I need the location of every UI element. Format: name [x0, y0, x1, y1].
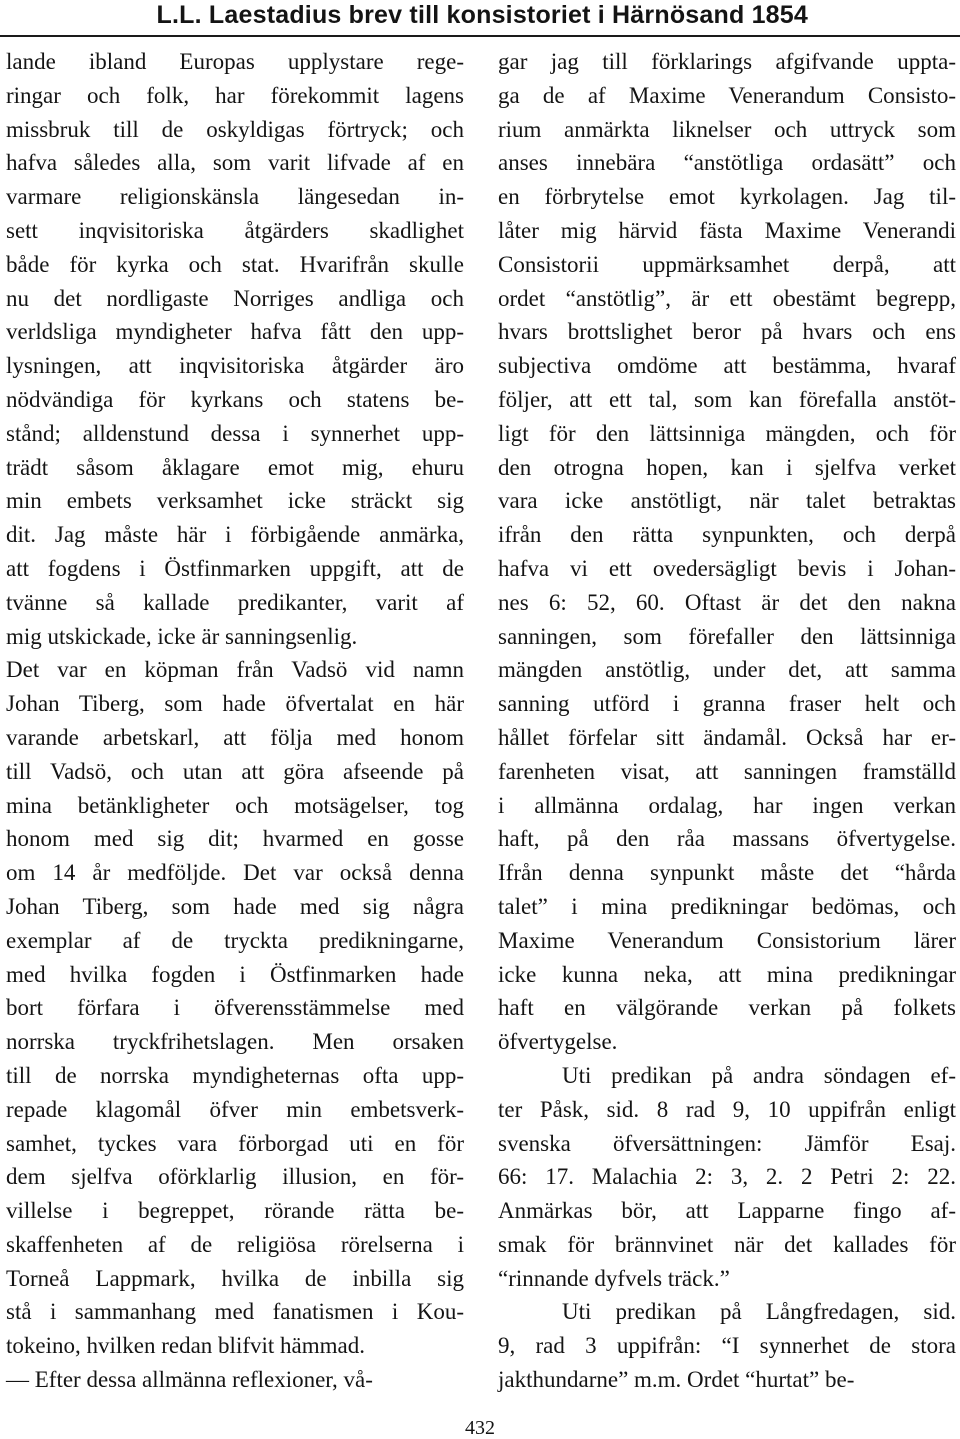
- text-line: till Vadsö, och utan att göra afseende på: [6, 758, 464, 784]
- text-line: Uti predikan på andra söndagen ef-: [562, 1062, 956, 1088]
- text-line: hållet förfelar sitt ändamål. Också har er-: [498, 724, 956, 750]
- text-line: exemplar af de tryckta predikningarne,: [6, 927, 464, 953]
- text-line: 9, rad 3 uppifrån: “I synnerhet de stora: [498, 1333, 956, 1359]
- text-line: öfvertygelse.: [498, 1029, 618, 1055]
- text-line: Det var en köpman från Vadsö vid namn: [6, 657, 464, 683]
- text-line: dit. Jag måste här i förbigående anmärka,: [6, 522, 464, 548]
- text-line: vara icke anstötligt, när talet betraktas: [498, 488, 956, 514]
- text-line: dem sjelfva oförklarlig illusion, en för-: [6, 1164, 464, 1190]
- text-line: skaffenheten af de religiösa rörelserna i: [6, 1231, 464, 1257]
- left-text-column: [6, 45, 464, 1397]
- text-line: farenheten visat, att sanningen framställd: [498, 758, 956, 784]
- text-line: sanningen, som förefaller den lättsinniga: [498, 623, 956, 649]
- text-line: Anmärkas bör, att Lapparne fingo af-: [498, 1198, 956, 1224]
- text-line: smak för brännvinet när det kallades för: [498, 1231, 956, 1257]
- running-header-title: L.L. Laestadius brev till konsistoriet i Härnösand 1854: [156, 1, 808, 29]
- text-line: ordet “anstötlig”, är ett obestämt begrepp,: [498, 285, 956, 311]
- text-line: Torneå Lappmark, hvilka de inbilla sig: [6, 1265, 464, 1291]
- page-number: 432: [465, 1417, 495, 1439]
- text-line: repade klagomål öfver min embetsverk-: [6, 1096, 464, 1122]
- text-line: om 14 år medföljde. Det var också denna: [6, 860, 464, 886]
- text-line: tokeino, hvilken redan blifvit hämmad.: [6, 1333, 365, 1359]
- right-text-column: [498, 45, 956, 1397]
- text-line: mängden anstötlig, under det, att samma: [498, 657, 956, 683]
- text-line: min embets verksamhet icke sträckt sig: [6, 488, 464, 514]
- running-header: [0, 0, 960, 37]
- text-line: mina betänkligheter och motsägelser, tog: [6, 792, 464, 818]
- text-line: i allmänna ordalag, har ingen verkan: [498, 792, 956, 818]
- text-line: “rinnande dyfvels träck.”: [498, 1265, 730, 1291]
- text-line: att fogdens i Östfinmarken uppgift, att de: [6, 555, 464, 581]
- text-line: Ifrån denna synpunkt måste det “hårda: [498, 860, 956, 886]
- text-line: sanning utförd i granna fraser helt och: [498, 691, 956, 717]
- text-line: ringar och folk, har förekommit lagens: [6, 82, 464, 108]
- text-line: subjectiva omdöme att bestämma, hvaraf: [498, 353, 956, 379]
- text-line: rium anmärkta liknelser och uttryck som: [498, 116, 956, 142]
- text-line: Johan Tiberg, som hade öfvertalat en här: [6, 691, 464, 717]
- text-line: — Efter dessa allmänna reflexioner, vå-: [6, 1367, 373, 1393]
- text-line: en förbrytelse emot kyrkolagen. Jag til-: [498, 184, 956, 210]
- text-line: bort förfara i öfverensstämmelse med: [6, 995, 464, 1021]
- text-line: haft en välgörande verkan på folkets: [498, 995, 956, 1021]
- text-line: anses innebära “anstötliga ordasätt” och: [498, 150, 956, 176]
- text-line: ligt för den lättsinniga mängden, och för: [498, 420, 956, 446]
- text-line: följer, att ett tal, som kan förefalla anstöt-: [498, 386, 956, 412]
- text-line: jakthundarne” m.m. Ordet “hurtat” be-: [498, 1367, 855, 1393]
- text-line: nödvändiga för kyrkans och statens be-: [6, 386, 464, 412]
- text-line: lande ibland Europas upplystare rege-: [6, 49, 464, 74]
- text-line: verldsliga myndigheter hafva fått den upp-: [6, 319, 464, 345]
- text-line: trädt såsom åklagare emot mig, ehuru: [6, 454, 464, 480]
- text-line: hafva vi ett ovedersägligt bevis i Johan-: [498, 555, 956, 581]
- text-line: missbruk till de oskyldigas förtryck; och: [6, 116, 464, 142]
- text-line: både för kyrka och stat. Hvarifrån skulle: [6, 251, 464, 277]
- text-line: till de norrska myndigheternas ofta upp-: [6, 1062, 464, 1088]
- text-line: lysningen, att inqvisitoriska åtgärder äro: [6, 353, 464, 379]
- text-line: Uti predikan på Långfredagen, sid.: [562, 1299, 956, 1325]
- text-line: Consistorii uppmärksamhet derpå, att: [498, 251, 956, 277]
- text-line: hvars brottslighet beror på hvars och ens: [498, 319, 956, 345]
- text-line: gar jag till förklarings afgifvande uppta-: [498, 49, 956, 74]
- text-line: varande arbetskarl, att följa med honom: [6, 724, 464, 750]
- text-line: villelse i begreppet, rörande rätta be-: [6, 1198, 464, 1224]
- text-line: nu det nordligaste Norriges andliga och: [6, 285, 464, 311]
- text-line: haft, på den råa massans öfvertygelse.: [498, 826, 956, 852]
- text-line: 66: 17. Malachia 2: 3, 2. 2 Petri 2: 22.: [498, 1164, 956, 1190]
- text-line: den otrogna hopen, kan i sjelfva verket: [498, 454, 956, 480]
- text-line: mig utskickade, icke är sanningsenlig.: [6, 623, 358, 649]
- text-line: norrska tryckfrihetslagen. Men orsaken: [6, 1029, 464, 1055]
- text-line: ter Påsk, sid. 8 rad 9, 10 uppifrån enligt: [498, 1096, 956, 1122]
- text-line: ga de af Maxime Venerandum Consisto-: [498, 82, 956, 108]
- text-line: varmare religionskänsla längesedan in-: [6, 184, 464, 210]
- text-line: hafva således alla, som varit lifvade af en: [6, 150, 464, 176]
- text-line: ifrån den rätta synpunkten, och derpå: [498, 522, 956, 548]
- text-line: med hvilka fogden i Östfinmarken hade: [6, 961, 464, 987]
- text-line: samhet, tyckes vara förborgad uti en för: [6, 1130, 464, 1156]
- text-line: svenska öfversättningen: Jämför Esaj.: [498, 1130, 956, 1156]
- text-line: talet” i mina predikningar bedömas, och: [498, 893, 956, 919]
- text-line: Maxime Venerandum Consistorium lärer: [498, 927, 956, 953]
- text-line: stånd; alldenstund dessa i synnerhet upp-: [6, 420, 464, 446]
- text-line: honom med sig dit; hvarmed en gosse: [6, 826, 464, 852]
- text-line: icke kunna neka, att mina predikningar: [498, 961, 956, 987]
- text-line: stå i sammanhang med fanatismen i Kou-: [6, 1299, 464, 1325]
- text-line: sett inqvisitoriska åtgärders skadlighet: [6, 217, 464, 243]
- text-line: Johan Tiberg, som hade med sig några: [6, 893, 464, 919]
- text-line: nes 6: 52, 60. Oftast är det den nakna: [498, 589, 956, 615]
- text-line: låter mig härvid fästa Maxime Venerandi: [498, 217, 956, 243]
- text-line: tvänne så kallade predikanter, varit af: [6, 589, 464, 615]
